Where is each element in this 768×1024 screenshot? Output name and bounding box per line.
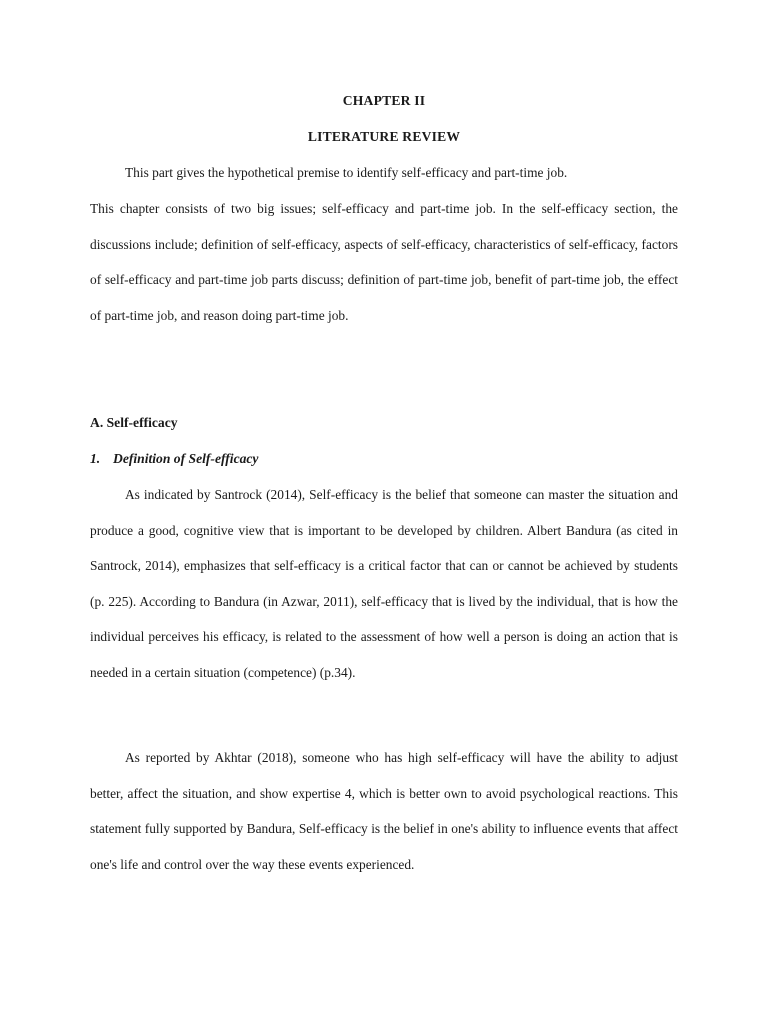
definition-paragraph-2: As reported by Akhtar (2018), someone who has high self-efficacy will have the ability to adjust better, affect the situation, and show expertise 4, which is better own to avoid psychological reactions. This statement fully supported by Bandura, Self-efficacy is the belief in one's ability to influence events that affect one's life and control over the way these events experienced. xyxy=(90,750,678,872)
intro-body-paragraph: This chapter consists of two big issues; self-efficacy and part-time job. In the self-efficacy section, the discussions include; definition of self-efficacy, aspects of self-efficacy, characteristics of self-efficacy, factors of self-efficacy and part-time job parts discuss; definition of part-time job, benefit of part-time job, the effect of part-time job, and reason doing part-time job. xyxy=(90,201,678,323)
chapter-label: CHAPTER II xyxy=(342,93,426,108)
subsection-1-number: 1. xyxy=(90,451,101,466)
intro-lead-paragraph: This part gives the hypothetical premise to identify self-efficacy and part-time job. xyxy=(125,165,568,180)
chapter-title: LITERATURE REVIEW xyxy=(307,129,461,144)
definition-paragraph-1: As indicated by Santrock (2014), Self-efficacy is the belief that someone can master the situation and produce a good, cognitive view that is important to be developed by children. Albert Bandura (as cited in Santrock, 2014), emphasizes that self-efficacy is a critical factor that can or cannot be achieved by students (p. 225). According to Bandura (in Azwar, 2011), self-efficacy that is lived by the individual, that is how the individual perceives his efficacy, is related to the assessment of how well a person is doing an action that is needed in a certain situation (competence) (p.34). xyxy=(90,487,678,680)
subsection-1-heading xyxy=(90,451,258,467)
section-a-title: A. Self-efficacy xyxy=(90,415,178,430)
subsection-1-title: Definition of Self-efficacy xyxy=(113,451,259,466)
